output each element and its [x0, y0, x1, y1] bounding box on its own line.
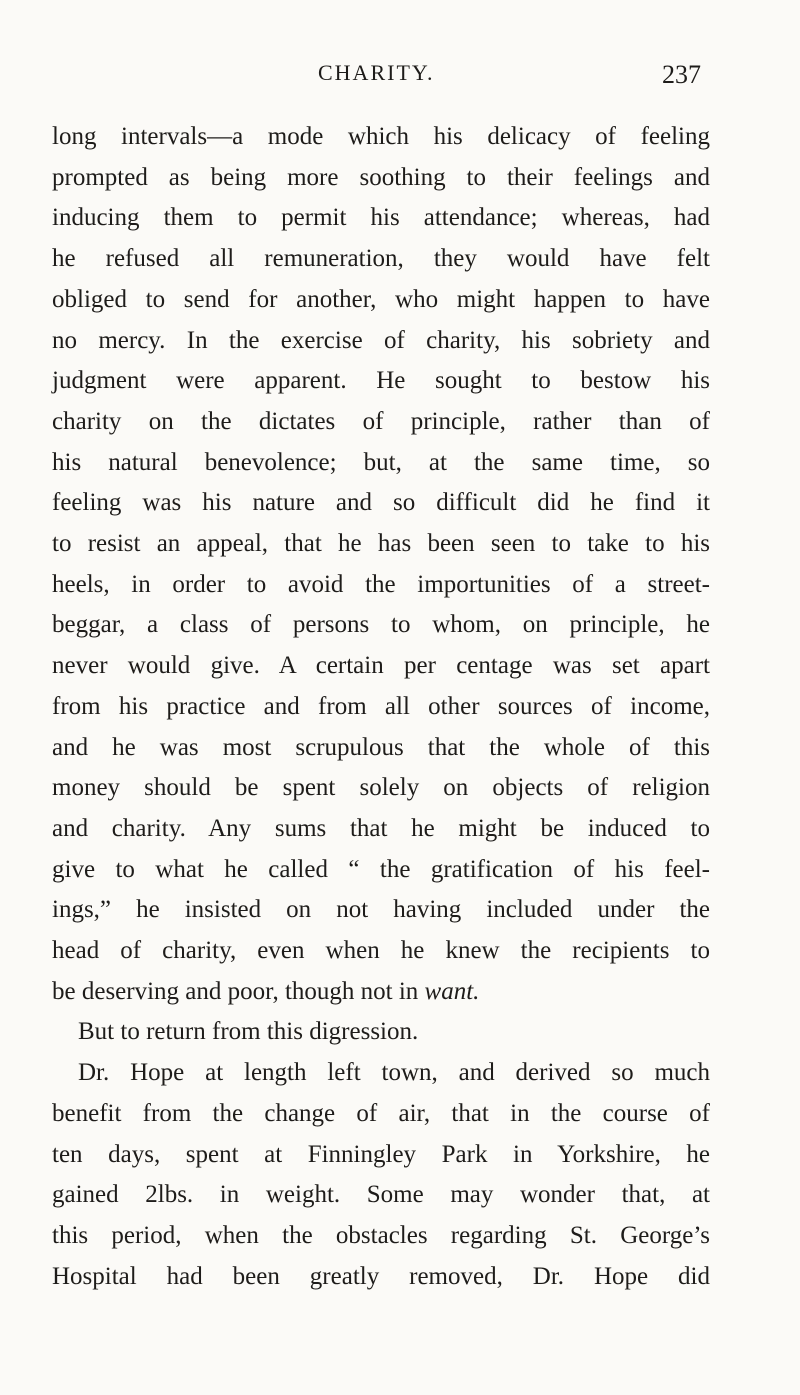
- text-line: [52, 281, 710, 319]
- text-line: [52, 484, 710, 522]
- text-line-content: and he was most scrupulous that the whole of this: [52, 734, 710, 761]
- text-line-content: benefit from the change of air, that in the course of: [52, 1100, 710, 1127]
- text-line: [78, 1013, 710, 1051]
- text-line-content: But to return from this digression.: [78, 1018, 419, 1045]
- text-line: [52, 851, 710, 889]
- text-line: [52, 1136, 710, 1174]
- text-line-content: prompted as being more soothing to their feelings and: [52, 164, 710, 191]
- text-line: [52, 932, 710, 970]
- text-line: [78, 1054, 710, 1092]
- text-line: [52, 118, 710, 156]
- text-line-content: feeling was his nature and so difficult did he find it: [52, 489, 710, 516]
- text-line: [52, 199, 710, 237]
- text-line: [52, 688, 710, 726]
- text-line: [52, 1258, 710, 1296]
- text-line: [52, 322, 710, 360]
- text-line: [52, 647, 710, 685]
- text-line-content: Dr. Hope at length left town, and derived so much: [78, 1059, 710, 1086]
- text-line: [52, 1176, 710, 1214]
- text-line: [52, 444, 710, 482]
- text-line-content: to resist an appeal, that he has been seen to take to his: [52, 530, 710, 557]
- text-line-content: be deserving and poor, though not in: [52, 978, 419, 1005]
- text-line-content: Hospital had been greatly removed, Dr. Hope did: [52, 1263, 710, 1290]
- text-line-content: beggar, a class of persons to whom, on principle, he: [52, 611, 710, 638]
- text-line-content: heels, in order to avoid the importunities of a street-: [52, 571, 710, 598]
- text-line-content: judgment were apparent. He sought to bestow his: [52, 367, 710, 394]
- text-line: [52, 1095, 710, 1133]
- text-line-content: ings,” he insisted on not having included under the: [52, 896, 710, 923]
- text-line: [52, 729, 710, 767]
- running-title: CHARITY.: [318, 60, 435, 85]
- text-line: [52, 891, 710, 929]
- text-line-content: his natural benevolence; but, at the same time, so: [52, 449, 710, 476]
- running-header: [0, 60, 800, 100]
- text-line: [52, 810, 710, 848]
- text-line: [52, 606, 710, 644]
- text-line-content: head of charity, even when he knew the recipients to: [52, 937, 710, 964]
- text-line-content: money should be spent solely on objects of religion: [52, 774, 710, 801]
- text-line: [52, 240, 710, 278]
- text-line-content: charity on the dictates of principle, rather than of: [52, 408, 710, 435]
- italic-word: want.: [424, 978, 480, 1005]
- text-line: [52, 362, 710, 400]
- text-line-content: he refused all remuneration, they would have felt: [52, 245, 710, 272]
- text-line-content: obliged to send for another, who might happen to have: [52, 286, 710, 313]
- text-line-content: inducing them to permit his attendance; whereas, had: [52, 204, 710, 231]
- text-line: [52, 403, 710, 441]
- text-line-content: this period, when the obstacles regarding St. George’s: [52, 1222, 710, 1249]
- text-line: [52, 525, 710, 563]
- text-line-content: never would give. A certain per centage was set apart: [52, 652, 710, 679]
- text-line-content: and charity. Any sums that he might be induced to: [52, 815, 710, 842]
- text-line-content: from his practice and from all other sources of income,: [52, 693, 710, 720]
- text-line-content: gained 2lbs. in weight. Some may wonder that, at: [52, 1181, 710, 1208]
- text-line-content: ten days, spent at Finningley Park in Yorkshire, he: [52, 1141, 710, 1168]
- text-line-content: long intervals—a mode which his delicacy of feeling: [52, 123, 710, 150]
- text-line-content: no mercy. In the exercise of charity, his sobriety and: [52, 327, 710, 354]
- text-line: [52, 566, 710, 604]
- text-line: [52, 1217, 710, 1255]
- text-line: [52, 973, 710, 1011]
- text-line: [52, 159, 710, 197]
- text-line: [52, 769, 710, 807]
- text-line-content: give to what he called “ the gratification of his feel-: [52, 856, 710, 883]
- page-number: 237: [662, 60, 701, 89]
